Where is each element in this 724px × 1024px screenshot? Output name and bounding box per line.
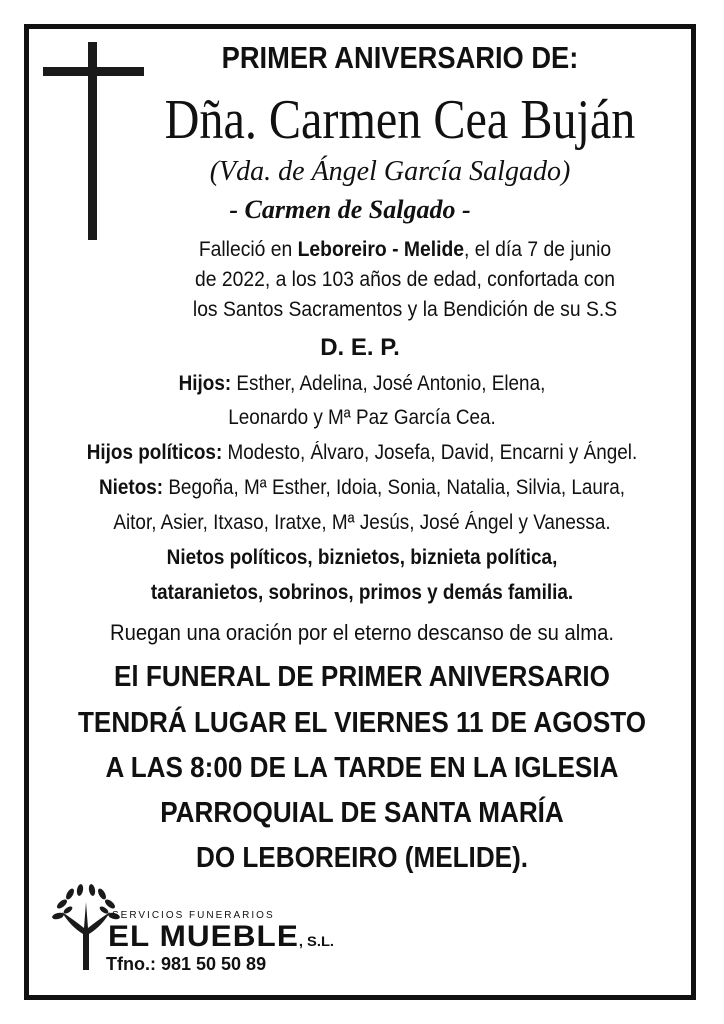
funeral-line-4: PARROQUIAL DE SANTA MARÍA [160, 797, 564, 829]
death-notice-line-3: los Santos Sacramentos y la Bendición de su S.S [192, 298, 618, 321]
funeral-line-5: DO LEBOREIRO (MELIDE). [195, 842, 529, 874]
prayer-text: Ruegan una oración por el eterno descanso de su alma. [109, 620, 615, 645]
funeral-services-label: SERVICIOS FUNERARIOS [112, 910, 275, 921]
funeral-home-phone: Tfno.: 981 50 50 89 [106, 954, 267, 974]
death-place: Leboreiro - Melide [297, 238, 465, 261]
cross-icon-bar [43, 67, 144, 76]
other-family-line-2: tataranietos, sobrinos, primos y demás familia. [150, 581, 574, 604]
grandchildren-line-1: Nietos: Begoña, Mª Esther, Idoia, Sonia, Natalia, Silvia, Laura, [99, 476, 625, 499]
funeral-line-1: El FUNERAL DE PRIMER ANIVERSARIO [114, 661, 610, 693]
deceased-name: Dña. Carmen Cea Buján [164, 89, 636, 151]
children-line-2: Leonardo y Mª Paz García Cea. [228, 406, 496, 429]
nickname: - Carmen de Salgado - [229, 195, 471, 224]
other-family-line-1: Nietos políticos, biznietos, biznieta política, [166, 546, 558, 569]
funeral-home-name: EL MUEBLE, S.L. [108, 920, 335, 953]
funeral-line-3: A LAS 8:00 DE LA TARDE EN LA IGLESIA [105, 752, 619, 784]
notice-heading: PRIMER ANIVERSARIO DE: [221, 40, 579, 75]
death-notice-line-1: Falleció en Leboreiro - Melide, el día 7 de junio [198, 238, 612, 261]
dep-text: D. E. P. [320, 334, 400, 361]
widow-of: (Vda. de Ángel García Salgado) [209, 156, 571, 187]
grandchildren-line-2: Aitor, Asier, Itxaso, Iratxe, Mª Jesús, José Ángel y Vanessa. [113, 511, 611, 534]
funeral-line-2: TENDRÁ LUGAR EL VIERNES 11 DE AGOSTO [77, 707, 647, 739]
children-line-1: Hijos: Esther, Adelina, José Antonio, Elena, [178, 372, 546, 395]
death-notice-line-2: de 2022, a los 103 años de edad, confortada con [194, 268, 616, 291]
in-laws-line: Hijos políticos: Modesto, Álvaro, Josefa, David, Encarni y Ángel. [86, 441, 638, 464]
